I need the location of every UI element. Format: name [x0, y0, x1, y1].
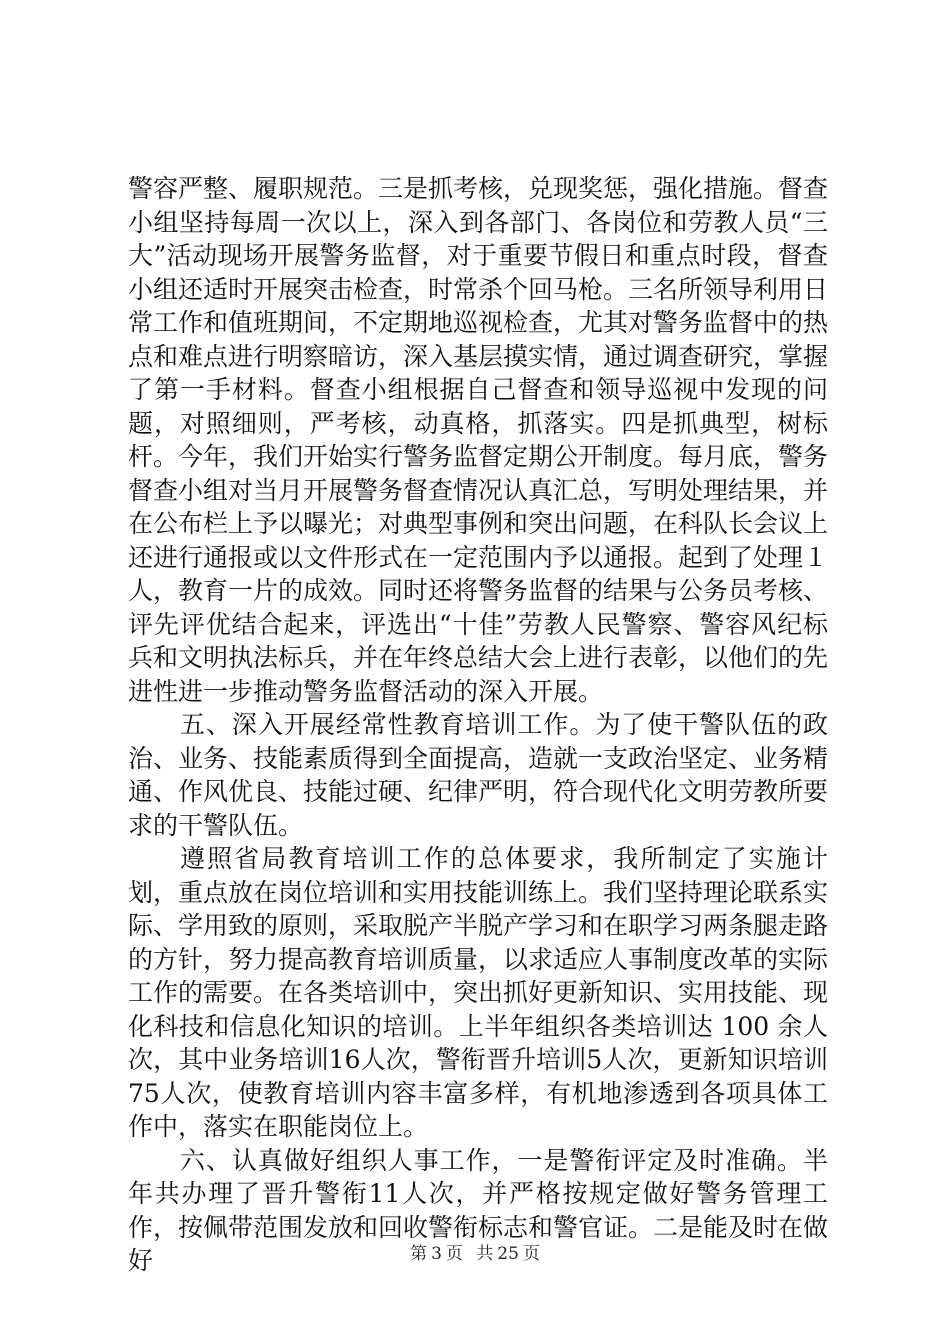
paragraph-2: 五、深入开展经常性教育培训工作。为了使干警队伍的政治、业务、技能素质得到全面提高，造就一支政治坚定、业务精通、作风优良、技能过硬、纪律严明，符合现代化文明劳教所要求的干警队伍。 — [128, 710, 829, 840]
page-indicator — [408, 1244, 465, 1264]
page-suffix: 页 — [445, 1244, 463, 1264]
total-prefix: 共 — [476, 1244, 494, 1264]
total-pages: 25 — [497, 1244, 519, 1264]
body-text — [128, 172, 828, 1278]
total-indicator — [474, 1244, 542, 1264]
page-prefix: 第 — [410, 1244, 428, 1264]
page-number: 3 — [431, 1244, 442, 1264]
page-footer — [0, 1243, 950, 1265]
paragraph-1: 警容严整、履职规范。三是抓考核，兑现奖惩，强化措施。督查小组坚持每周一次以上，深入到各部门、各岗位和劳教人员“三大”活动现场开展警务监督，对于重要节假日和重点时段，督查小组还适时开展突击检查，时常杀个回马枪。三名所领导利用日常工作和值班期间，不定期地巡视检查，尤其对警务监督中的热点和难点进行明察暗访，深入基层摸实情，通过调查研究，掌握了第一手材料。督查小组根据自己督查和领导巡视中发现的问题，对照细则，严考核，动真格，抓落实。四是抓典型，树标杆。今年，我们开始实行警务监督定期公开制度。每月底，警务督查小组对当月开展警务督查情况认真汇总，写明处理结果，并在公布栏上予以曝光；对典型事例和突出问题，在科队长会议上还进行通报或以文件形式在一定范围内予以通报。起到了处理１人，教育一片的成效。同时还将警务监督的结果与公务员考核、评先评优结合起来，评选出“十佳”劳教人民警察、警容风纪标兵和文明执法标兵，并在年终总结大会上进行表彰，以他们的先进性进一步推动警务监督活动的深入开展。 — [128, 174, 829, 706]
paragraph-4: 六、认真做好组织人事工作，一是警衔评定及时准确。半年共办理了晋升警衔11人次，并严格按规定做好警务管理工作，按佩带范围发放和回收警衔标志和警官证。二是能及时在做好 — [128, 1145, 829, 1275]
paragraph-3: 遵照省局教育培训工作的总体要求，我所制定了实施计划，重点放在岗位培训和实用技能训练上。我们坚持理论联系实际、学用致的原则，采取脱产半脱产学习和在职学习两条腿走路的方针，努力提高教育培训质量，以求适应人事制度改革的实际工作的需要。在各类培训中，突出抓好更新知识、实用技能、现化科技和信息化知识的培训。上半年组织各类培训达 100 余人次，其中业务培训16人次，警衔晋升培训5人次，更新知识培训75人次，使教育培训内容丰富多样，有机地渗透到各项具体工作中，落实在职能岗位上。 — [128, 844, 829, 1141]
total-suffix: 页 — [522, 1244, 540, 1264]
